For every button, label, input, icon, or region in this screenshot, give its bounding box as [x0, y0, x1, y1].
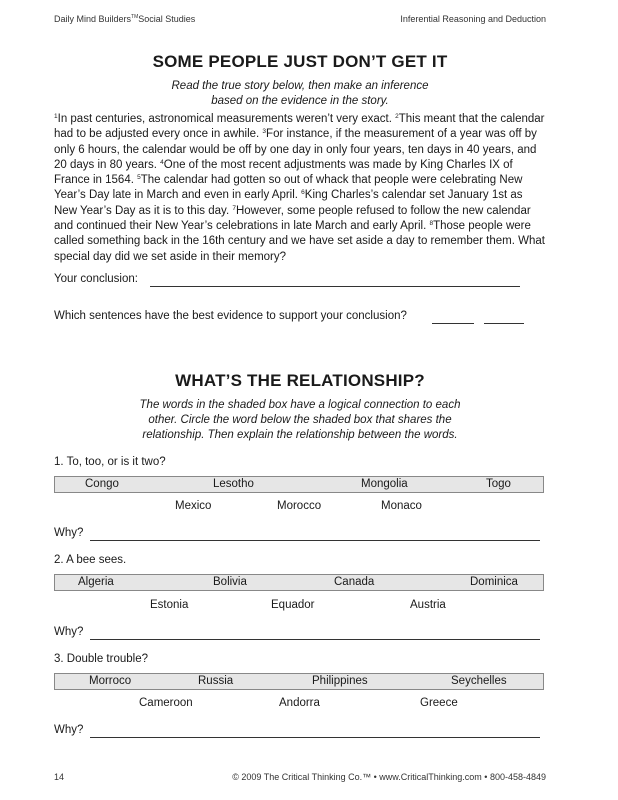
shaded-word: Congo	[85, 478, 119, 490]
story-paragraph	[54, 112, 548, 265]
shaded-word: Seychelles	[451, 675, 507, 687]
shaded-word: Philippines	[312, 675, 368, 687]
choice-word[interactable]: Austria	[410, 599, 446, 611]
choice-word[interactable]: Andorra	[279, 697, 320, 709]
shaded-word: Algeria	[78, 576, 114, 588]
why-label: Why?	[54, 527, 84, 539]
why-label: Why?	[54, 626, 84, 638]
sentence-number: 5	[137, 174, 141, 182]
shaded-word: Canada	[334, 576, 375, 588]
sentence-number: 8	[429, 220, 434, 228]
evidence-answer-line-1[interactable]	[432, 323, 474, 324]
sentence: King Charles’s calendar set January 1st as New Year’s Day as it is to this day.	[54, 189, 523, 217]
section1-title: SOME PEOPLE JUST DON’T GET IT	[152, 52, 448, 71]
evidence-answer-line-2[interactable]	[484, 323, 524, 324]
sentence: However, some people refused to follow the new calendar and continued their New Year’s celebrations in late March and early April.	[54, 204, 531, 233]
footer-credit: © 2009 The Critical Thinking Co.™ • www.CriticalThinking.com • 800-458-4849	[232, 772, 546, 782]
shaded-word: Togo	[486, 478, 511, 490]
shaded-word: Mongolia	[361, 478, 408, 490]
sentence-number: 2	[395, 113, 399, 120]
sentence-number: 6	[301, 189, 305, 197]
question-3-shaded-box	[54, 673, 544, 690]
sentence: For instance, if the measurement of a year was off by only 6 hours, the calendar would be off by one day in only four years, ten days in 40 years, and 20 days in 80 years.	[54, 128, 537, 171]
section2-instructions: The words in the shaded box have a logical connection to each other. Circle the word below the shaded box that shares the relationship. Then explain the relationship between the words.	[139, 399, 461, 441]
sentence-number: 1	[54, 113, 58, 120]
section2-title: WHAT’S THE RELATIONSHIP?	[175, 371, 425, 390]
sentence: Those people were called something back in the 16th century and we have set aside a day to remember them. What special day did we set aside in their memory?	[54, 220, 545, 263]
choice-word[interactable]: Cameroon	[139, 697, 193, 709]
question-1-shaded-box	[54, 476, 544, 493]
why-answer-line-1[interactable]	[90, 540, 540, 541]
shaded-word: Morroco	[89, 675, 132, 687]
sentence: The calendar had gotten so out of whack that people were celebrating New Year’s Day late in March and even in early April.	[54, 174, 523, 202]
conclusion-answer-line[interactable]	[150, 286, 520, 287]
choice-word[interactable]: Morocco	[277, 500, 322, 512]
sentence: One of the most recent adjustments was made by King Charles IX of France in 1564.	[54, 158, 513, 187]
choice-word[interactable]: Mexico	[175, 500, 212, 512]
evidence-label: Which sentences have the best evidence to support your conclusion?	[54, 310, 407, 322]
shaded-word: Bolivia	[213, 576, 247, 588]
header-left: Daily Mind Builders™Social Studies	[54, 14, 196, 24]
shaded-word: Russia	[198, 675, 234, 687]
sentence: In past centuries, astronomical measurements weren’t very exact.	[57, 113, 396, 125]
sentence-number: 7	[232, 204, 236, 212]
why-label: Why?	[54, 724, 84, 736]
shaded-word: Dominica	[470, 576, 518, 588]
sentence-number: 4	[160, 158, 164, 166]
page-number: 14	[54, 772, 65, 782]
conclusion-label: Your conclusion:	[54, 273, 138, 285]
why-answer-line-3[interactable]	[90, 737, 540, 738]
question-2-label: 2. A bee sees.	[54, 554, 127, 566]
header-right: Inferential Reasoning and Deduction	[400, 14, 546, 24]
sentence-number: 3	[262, 128, 267, 136]
question-3-label: 3. Double trouble?	[54, 653, 148, 665]
choice-word[interactable]: Equador	[271, 599, 315, 611]
shaded-word: Lesotho	[213, 478, 254, 490]
choice-word[interactable]: Greece	[420, 697, 458, 709]
sentence: This meant that the calendar had to be adjusted every once in awhile.	[54, 113, 545, 141]
question-2-shaded-box	[54, 574, 544, 591]
section1-instructions: Read the true story below, then make an inference based on the evidence in the story.	[171, 80, 429, 107]
choice-word[interactable]: Monaco	[381, 500, 422, 512]
why-answer-line-2[interactable]	[90, 639, 540, 640]
choice-word[interactable]: Estonia	[150, 599, 189, 611]
question-1-label: 1. To, too, or is it two?	[54, 456, 166, 468]
